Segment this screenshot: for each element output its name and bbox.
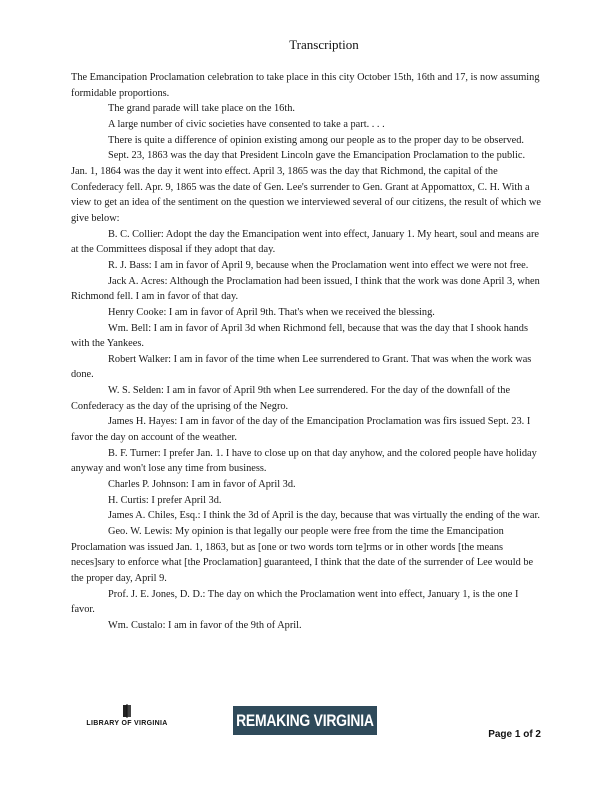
banner-text: REMAKING VIRGINIA bbox=[236, 710, 374, 730]
paragraph: Prof. J. E. Jones, D. D.: The day on which the Proclamation went into effect, January 1, is the one I favor. bbox=[71, 588, 519, 616]
paragraph: Jack A. Acres: Although the Proclamation had been issued, I think that the work was done April 3, when Richmond fell. I am in favor of that day. bbox=[71, 275, 540, 303]
paragraph: The grand parade will take place on the 16th. bbox=[108, 103, 295, 115]
paragraph: Geo. W. Lewis: My opinion is that legally our people were free from the time the Emancipation Proclamation was issued Jan. 1, 1863, but as [one or two words torn te]rms or in other words [the means neces]sary to enforce what [the Proclamation] guaranteed, I think that the date of the surrender of Lee would be the proper day, April 9. bbox=[71, 526, 534, 584]
paragraph: W. S. Selden: I am in favor of April 9th when Lee surrendered. For the day of the downfall of the Confederacy as the day of the uprising of the Negro. bbox=[71, 385, 511, 412]
paragraph: James H. Hayes: I am in favor of the day of the Emancipation Proclamation was firs issued Sept. 23. I favor the day on account of the weather. bbox=[71, 416, 531, 444]
paragraph: Sept. 23, 1863 was the day that President Lincoln gave the Emancipation Proclamation to the public. Jan. 1, 1864 was the day it went into effect. April 3, 1865 was the day that Richmond, the capital of the Confederacy fell. Apr. 9, 1865 was the date of Gen. Lee's surrender to Gen. Grant at Appomattox, C. H. With a view to get an idea of the sentiment on the question we interviewed several of our citizens, the result of which we give below: bbox=[71, 150, 541, 224]
paragraph: R. J. Bass: I am in favor of April 9, because when the Proclamation went into effect we were not free. bbox=[108, 259, 529, 271]
book-icon bbox=[122, 704, 132, 718]
library-logo-text: LIBRARY OF VIRGINIA bbox=[86, 720, 168, 727]
paragraph: Robert Walker: I am in favor of the time when Lee surrendered to Grant. That was when the work was done. bbox=[71, 353, 532, 381]
paragraph: The Emancipation Proclamation celebration to take place in this city October 15th, 16th and 17, is now assuming formidable proportions. bbox=[71, 72, 540, 99]
paragraph: James A. Chiles, Esq.: I think the 3d of April is the day, because that was virtually the ending of the war. bbox=[108, 510, 540, 522]
paragraph: Charles P. Johnson: I am in favor of April 3d. bbox=[108, 479, 296, 491]
paragraph: There is quite a difference of opinion existing among our people as to the proper day to be observed. bbox=[108, 134, 525, 146]
paragraph: Wm. Custalo: I am in favor of the 9th of April. bbox=[108, 619, 302, 631]
page-title: Transcription bbox=[289, 37, 359, 52]
paragraph: Henry Cooke: I am in favor of April 9th. That's when we received the blessing. bbox=[108, 306, 435, 318]
library-of-virginia-logo bbox=[82, 704, 172, 730]
page-number: Page 1 of 2 bbox=[488, 729, 541, 740]
remaking-virginia-banner bbox=[233, 706, 377, 735]
paragraph: B. C. Collier: Adopt the day the Emancipation went into effect, January 1. My heart, soul and means are at the Committees disposal if they adopt that day. bbox=[71, 228, 539, 256]
transcription-body bbox=[71, 70, 542, 634]
paragraph: A large number of civic societies have consented to take a part. . . . bbox=[108, 118, 385, 130]
paragraph: B. F. Turner: I prefer Jan. 1. I have to close up on that day anyhow, and the colored people have holiday anyway and won't lose any time from business. bbox=[71, 447, 537, 475]
paragraph: H. Curtis: I prefer April 3d. bbox=[108, 494, 222, 506]
paragraph: Wm. Bell: I am in favor of April 3d when Richmond fell, because that was the day that I shook hands with the Yankees. bbox=[71, 322, 528, 350]
